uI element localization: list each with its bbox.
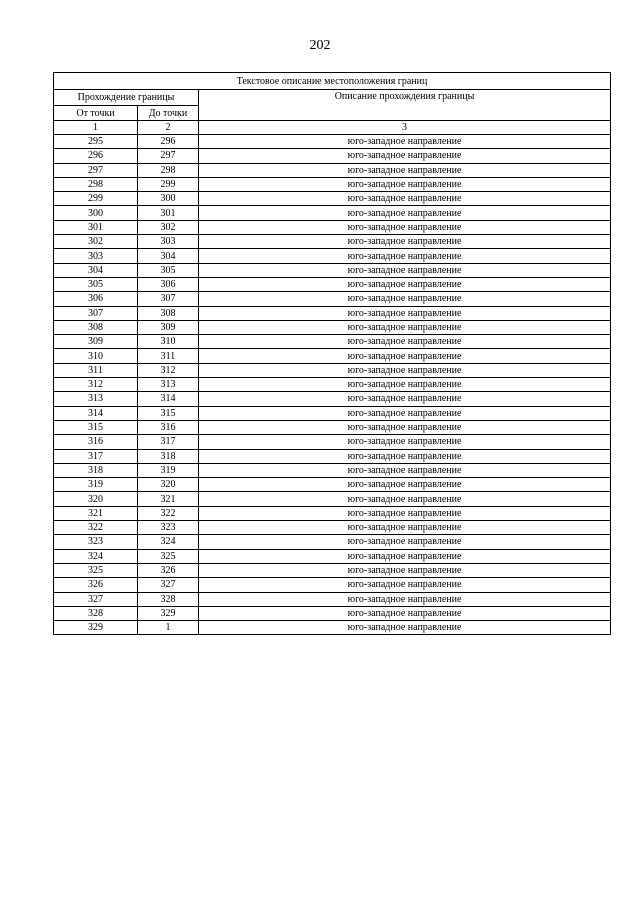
direction-cell: юго-западное направление (199, 506, 611, 520)
direction-cell: юго-западное направление (199, 463, 611, 477)
to-point-cell: 300 (138, 192, 199, 206)
boundary-description-table (53, 72, 611, 635)
direction-cell: юго-западное направление (199, 606, 611, 620)
from-point-cell: 297 (54, 163, 138, 177)
table-row (54, 463, 611, 477)
direction-cell: юго-западное направление (199, 263, 611, 277)
to-point-cell: 319 (138, 463, 199, 477)
to-point-cell: 320 (138, 478, 199, 492)
direction-cell: юго-западное направление (199, 163, 611, 177)
table-row (54, 378, 611, 392)
from-point-cell: 310 (54, 349, 138, 363)
to-point-cell: 301 (138, 206, 199, 220)
from-point-cell: 316 (54, 435, 138, 449)
to-point-cell: 317 (138, 435, 199, 449)
to-point-cell: 312 (138, 363, 199, 377)
from-point-cell: 320 (54, 492, 138, 506)
to-point-cell: 309 (138, 320, 199, 334)
direction-cell: юго-западное направление (199, 578, 611, 592)
table-row (54, 406, 611, 420)
direction-cell: юго-западное направление (199, 563, 611, 577)
to-point-cell: 297 (138, 149, 199, 163)
from-point-cell: 309 (54, 335, 138, 349)
from-point-cell: 325 (54, 563, 138, 577)
table-row (54, 521, 611, 535)
from-point-cell: 328 (54, 606, 138, 620)
to-point-cell: 326 (138, 563, 199, 577)
direction-cell: юго-западное направление (199, 320, 611, 334)
table-row (54, 449, 611, 463)
from-point-cell: 306 (54, 292, 138, 306)
table-row (54, 249, 611, 263)
direction-cell: юго-западное направление (199, 306, 611, 320)
to-header: До точки (138, 106, 199, 121)
direction-cell: юго-западное направление (199, 335, 611, 349)
table-row (54, 206, 611, 220)
table-row (54, 235, 611, 249)
from-point-cell: 326 (54, 578, 138, 592)
from-point-cell: 296 (54, 149, 138, 163)
direction-cell: юго-западное направление (199, 420, 611, 434)
table-row (54, 563, 611, 577)
to-point-cell: 321 (138, 492, 199, 506)
from-point-cell: 323 (54, 535, 138, 549)
table-row (54, 277, 611, 291)
table-row (54, 606, 611, 620)
table-row (54, 621, 611, 635)
from-point-cell: 295 (54, 135, 138, 149)
column-number-1: 1 (54, 121, 138, 135)
table-row (54, 363, 611, 377)
to-point-cell: 310 (138, 335, 199, 349)
direction-cell: юго-западное направление (199, 206, 611, 220)
to-point-cell: 307 (138, 292, 199, 306)
to-point-cell: 316 (138, 420, 199, 434)
direction-cell: юго-западное направление (199, 249, 611, 263)
from-point-cell: 312 (54, 378, 138, 392)
to-point-cell: 318 (138, 449, 199, 463)
table-row (54, 163, 611, 177)
table-row (54, 349, 611, 363)
table-row (54, 535, 611, 549)
direction-cell: юго-западное направление (199, 392, 611, 406)
direction-cell: юго-западное направление (199, 492, 611, 506)
table-row (54, 135, 611, 149)
from-point-cell: 305 (54, 277, 138, 291)
direction-cell: юго-западное направление (199, 535, 611, 549)
to-point-cell: 313 (138, 378, 199, 392)
to-point-cell: 315 (138, 406, 199, 420)
table-row (54, 578, 611, 592)
from-point-cell: 304 (54, 263, 138, 277)
from-point-cell: 299 (54, 192, 138, 206)
group-header: Прохождение границы (54, 90, 199, 106)
from-point-cell: 319 (54, 478, 138, 492)
table-row (54, 320, 611, 334)
to-point-cell: 329 (138, 606, 199, 620)
to-point-cell: 305 (138, 263, 199, 277)
from-point-cell: 307 (54, 306, 138, 320)
to-point-cell: 1 (138, 621, 199, 635)
direction-cell: юго-западное направление (199, 292, 611, 306)
table-row (54, 306, 611, 320)
column-number-row (54, 121, 611, 135)
table-title: Текстовое описание местоположения границ (54, 73, 611, 90)
from-point-cell: 301 (54, 220, 138, 234)
table-row (54, 392, 611, 406)
direction-cell: юго-западное направление (199, 135, 611, 149)
direction-cell: юго-западное направление (199, 435, 611, 449)
to-point-cell: 303 (138, 235, 199, 249)
column-number-2: 2 (138, 121, 199, 135)
from-point-cell: 318 (54, 463, 138, 477)
from-point-cell: 324 (54, 549, 138, 563)
from-point-cell: 303 (54, 249, 138, 263)
direction-cell: юго-западное направление (199, 478, 611, 492)
direction-cell: юго-западное направление (199, 177, 611, 191)
to-point-cell: 324 (138, 535, 199, 549)
direction-cell: юго-западное направление (199, 149, 611, 163)
column-number-3: 3 (199, 121, 611, 135)
table-row (54, 220, 611, 234)
direction-cell: юго-западное направление (199, 406, 611, 420)
from-point-cell: 327 (54, 592, 138, 606)
from-point-cell: 298 (54, 177, 138, 191)
direction-cell: юго-западное направление (199, 449, 611, 463)
to-point-cell: 311 (138, 349, 199, 363)
from-point-cell: 308 (54, 320, 138, 334)
direction-cell: юго-западное направление (199, 549, 611, 563)
table-body (54, 73, 611, 635)
table-row (54, 177, 611, 191)
from-point-cell: 313 (54, 392, 138, 406)
table-row (54, 478, 611, 492)
to-point-cell: 308 (138, 306, 199, 320)
direction-cell: юго-западное направление (199, 521, 611, 535)
to-point-cell: 314 (138, 392, 199, 406)
to-point-cell: 328 (138, 592, 199, 606)
from-point-cell: 314 (54, 406, 138, 420)
direction-cell: юго-западное направление (199, 349, 611, 363)
table-row (54, 506, 611, 520)
table-row (54, 435, 611, 449)
table-row (54, 420, 611, 434)
table-row (54, 492, 611, 506)
to-point-cell: 322 (138, 506, 199, 520)
from-point-cell: 322 (54, 521, 138, 535)
table-row (54, 592, 611, 606)
direction-cell: юго-западное направление (199, 621, 611, 635)
from-point-cell: 329 (54, 621, 138, 635)
table-row (54, 549, 611, 563)
direction-cell: юго-западное направление (199, 220, 611, 234)
table-row (54, 192, 611, 206)
to-point-cell: 325 (138, 549, 199, 563)
from-point-cell: 311 (54, 363, 138, 377)
from-point-cell: 300 (54, 206, 138, 220)
direction-cell: юго-западное направление (199, 592, 611, 606)
description-header: Описание прохождения границы (199, 90, 611, 121)
to-point-cell: 304 (138, 249, 199, 263)
direction-cell: юго-западное направление (199, 192, 611, 206)
to-point-cell: 323 (138, 521, 199, 535)
direction-cell: юго-западное направление (199, 363, 611, 377)
from-header: От точки (54, 106, 138, 121)
direction-cell: юго-западное направление (199, 378, 611, 392)
from-point-cell: 302 (54, 235, 138, 249)
group-header-row (54, 90, 611, 106)
from-point-cell: 317 (54, 449, 138, 463)
to-point-cell: 327 (138, 578, 199, 592)
direction-cell: юго-западное направление (199, 277, 611, 291)
from-point-cell: 321 (54, 506, 138, 520)
to-point-cell: 302 (138, 220, 199, 234)
from-point-cell: 315 (54, 420, 138, 434)
page-number: 202 (309, 38, 331, 53)
table-title-row (54, 73, 611, 90)
table-row (54, 335, 611, 349)
to-point-cell: 298 (138, 163, 199, 177)
table-row (54, 292, 611, 306)
table-row (54, 149, 611, 163)
to-point-cell: 299 (138, 177, 199, 191)
direction-cell: юго-западное направление (199, 235, 611, 249)
to-point-cell: 306 (138, 277, 199, 291)
to-point-cell: 296 (138, 135, 199, 149)
table-row (54, 263, 611, 277)
